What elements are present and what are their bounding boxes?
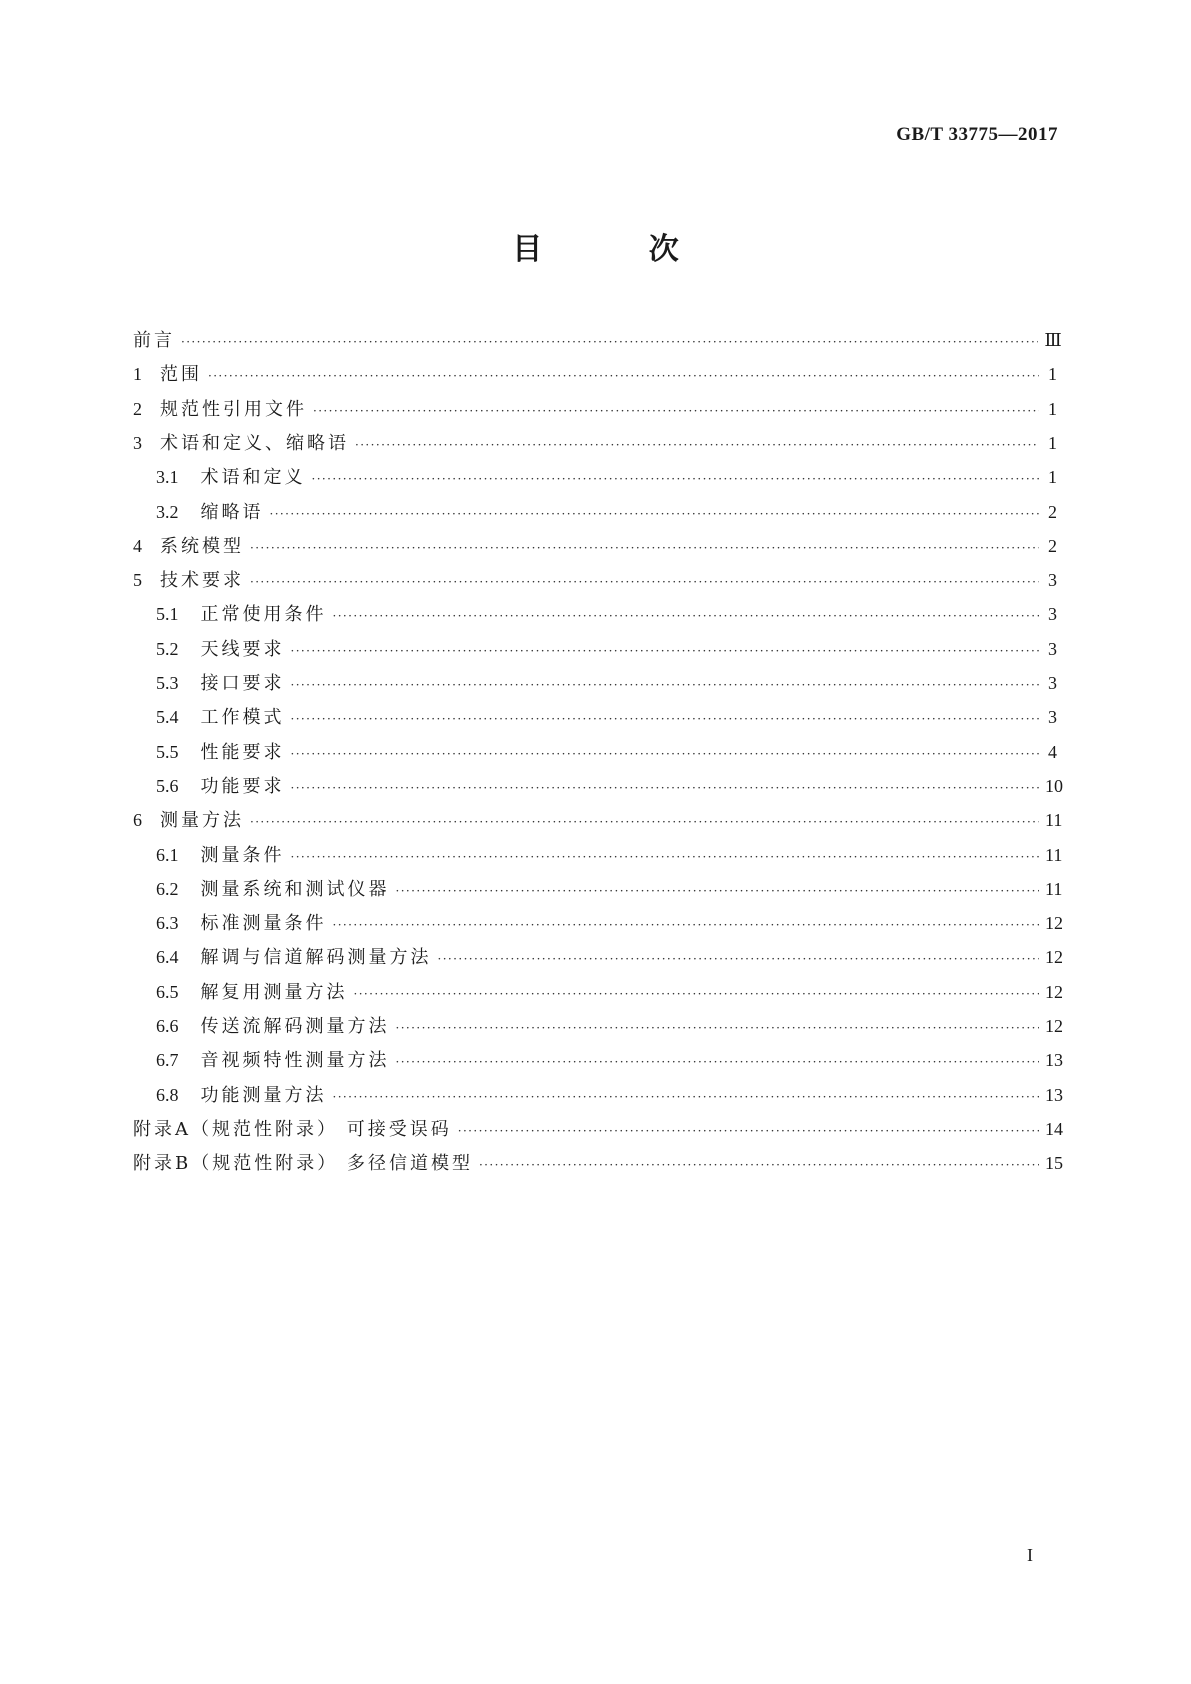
toc-entry-page: 3: [1048, 673, 1057, 693]
toc-dot-leader: [333, 910, 1040, 940]
toc-dot-leader: [313, 396, 1039, 426]
toc-entry-page: 1: [1048, 364, 1057, 385]
toc-entry-label: 性能要求: [200, 741, 285, 763]
toc-entry-page: 12: [1045, 981, 1063, 1002]
toc-dot-leader: [312, 464, 1040, 494]
toc-entry-page: 15: [1045, 1153, 1063, 1174]
toc-entry[interactable]: [156, 977, 1063, 1007]
toc-entry-number: 3.2: [156, 501, 179, 522]
toc-entry-number: 5.1: [156, 604, 179, 625]
toc-entry-label: 系统模型: [160, 535, 244, 557]
toc-entry-page: 1: [1048, 467, 1057, 488]
toc-entry-number: 6.6: [156, 1016, 179, 1036]
toc-entry[interactable]: [133, 805, 1063, 835]
toc-entry-page: 13: [1045, 1050, 1063, 1071]
toc-entry[interactable]: [156, 702, 1057, 732]
toc-entry[interactable]: [156, 497, 1057, 527]
toc-dot-leader: [479, 1150, 1039, 1180]
toc-dot-leader: [333, 1082, 1040, 1112]
toc-entry-page: 2: [1048, 501, 1057, 522]
toc-dot-leader: [438, 944, 1040, 974]
toc-entry-number: 5.2: [156, 638, 179, 659]
toc-entry-number: 6.4: [156, 947, 179, 968]
toc-entry-page: 14: [1045, 1118, 1063, 1139]
toc-entry-page: 10: [1045, 775, 1063, 796]
toc-entry-page: 13: [1045, 1084, 1063, 1105]
toc-entry[interactable]: [133, 1148, 1063, 1178]
toc-entry-label: 工作模式: [200, 707, 285, 729]
toc-entry-number: 5.3: [156, 673, 179, 693]
toc-entry[interactable]: [156, 874, 1063, 904]
toc-entry-number: 3.1: [156, 467, 179, 488]
toc-entry-number: 5.4: [156, 707, 179, 728]
toc-dot-leader: [208, 361, 1039, 391]
toc-entry-page: 12: [1045, 913, 1063, 934]
page-number: I: [1027, 1545, 1033, 1565]
toc-entry-page: 3: [1048, 604, 1057, 625]
toc-dot-leader: [250, 807, 1039, 837]
toc-dot-leader: [291, 636, 1040, 666]
toc-entry[interactable]: [133, 394, 1057, 424]
toc-entry-number: 6.2: [156, 878, 179, 899]
toc-entry[interactable]: [133, 359, 1057, 389]
toc-dot-leader: [396, 876, 1040, 906]
toc-entry-number: 6.3: [156, 913, 179, 934]
toc-entry-label: 附录B（规范性附录） 多径信道模型: [133, 1153, 473, 1175]
toc-entry-number: 5.6: [156, 775, 179, 796]
toc-entry[interactable]: [156, 462, 1057, 492]
toc-entry-page: 11: [1045, 878, 1063, 899]
toc-entry-page: Ⅲ: [1044, 330, 1062, 350]
toc-dot-leader: [355, 430, 1039, 460]
toc-dot-leader: [250, 533, 1039, 563]
toc-dot-leader: [458, 1116, 1039, 1146]
toc-entry-number: 5.5: [156, 741, 179, 762]
toc-entry[interactable]: [156, 840, 1063, 870]
toc-entry-label: 测量系统和测试仪器: [200, 878, 390, 900]
toc-entry[interactable]: [133, 1114, 1063, 1144]
toc-dot-leader: [291, 739, 1040, 769]
toc-entry-label: 技术要求: [160, 570, 244, 592]
page-title: 目 次: [512, 232, 727, 267]
toc-entry[interactable]: [156, 668, 1057, 698]
toc-entry-number: 6.7: [156, 1050, 179, 1071]
toc-entry-number: 6.5: [156, 981, 179, 1002]
toc-entry-label: 规范性引用文件: [160, 398, 307, 420]
toc-dot-leader: [250, 567, 1039, 597]
toc-entry-number: 2: [133, 398, 142, 419]
toc-entry-label: 标准测量条件: [200, 913, 327, 935]
toc-entry[interactable]: [156, 599, 1057, 629]
toc-entry[interactable]: [156, 1080, 1063, 1110]
toc-entry-page: 3: [1048, 707, 1057, 728]
toc-entry-label: 术语和定义: [200, 467, 306, 489]
toc-entry-page: 1: [1048, 432, 1057, 453]
toc-entry[interactable]: [156, 771, 1063, 801]
toc-entry-number: 5: [133, 570, 142, 591]
toc-entry-number: 6: [133, 810, 142, 831]
standard-code: GB/T 33775—2017: [896, 124, 1058, 145]
toc-entry-page: 2: [1048, 535, 1057, 556]
toc-entry[interactable]: [156, 908, 1063, 938]
toc-dot-leader: [291, 842, 1040, 872]
toc-dot-leader: [181, 327, 1038, 357]
toc-entry-number: 4: [133, 535, 142, 556]
toc-dot-leader: [396, 1047, 1040, 1077]
toc-entry-page: 12: [1045, 1016, 1063, 1036]
toc-entry-label: 正常使用条件: [200, 604, 327, 626]
toc-dot-leader: [333, 601, 1040, 631]
toc-entry-label: 解调与信道解码测量方法: [200, 947, 432, 969]
toc-entry-label: 缩略语: [200, 501, 264, 523]
toc-entry-label: 测量方法: [160, 810, 244, 832]
toc-dot-leader: [396, 1013, 1040, 1043]
toc-entry-label: 测量条件: [200, 844, 285, 866]
toc-entry-label: 功能要求: [200, 775, 285, 797]
toc-entry-label: 功能测量方法: [200, 1084, 327, 1106]
toc-entry[interactable]: [156, 1045, 1063, 1075]
toc-entry-page: 3: [1048, 570, 1057, 591]
toc-entry[interactable]: [156, 737, 1057, 767]
toc-entry-number: 6.1: [156, 844, 179, 865]
toc-entry[interactable]: [156, 942, 1063, 972]
toc-dot-leader: [291, 773, 1040, 803]
toc-dot-leader: [270, 499, 1040, 529]
toc-entry-label: 音视频特性测量方法: [200, 1050, 390, 1072]
toc-entry-number: 1: [133, 364, 142, 385]
toc-entry-number: 3: [133, 432, 142, 453]
toc-entry-label: 传送流解码测量方法: [200, 1016, 390, 1037]
toc-entry-page: 4: [1048, 741, 1057, 762]
toc-entry-label: 接口要求: [200, 673, 285, 694]
toc-entry-label: 范围: [160, 364, 202, 386]
toc-entry-label: 术语和定义、缩略语: [160, 432, 349, 454]
toc-entry[interactable]: [133, 565, 1057, 595]
toc-entry-page: 3: [1048, 638, 1057, 659]
toc-entry[interactable]: [133, 428, 1057, 458]
toc-entry[interactable]: [133, 325, 1062, 355]
toc-entry-page: 1: [1048, 398, 1057, 419]
toc-entry-label: 前言: [133, 330, 175, 351]
toc-entry-page: 11: [1045, 810, 1063, 831]
toc-entry[interactable]: [156, 634, 1057, 664]
toc-entry[interactable]: [156, 1011, 1063, 1041]
toc-dot-leader: [354, 979, 1040, 1009]
toc-entry-label: 天线要求: [200, 638, 285, 660]
toc-entry-label: 解复用测量方法: [200, 981, 348, 1003]
toc-entry[interactable]: [133, 531, 1057, 561]
toc-entry-page: 12: [1045, 947, 1063, 968]
toc-dot-leader: [291, 670, 1040, 700]
toc-entry-label: 附录A（规范性附录） 可接受误码: [133, 1118, 452, 1140]
toc-entry-page: 11: [1045, 844, 1063, 865]
toc-entry-number: 6.8: [156, 1084, 179, 1105]
toc-dot-leader: [291, 704, 1040, 734]
